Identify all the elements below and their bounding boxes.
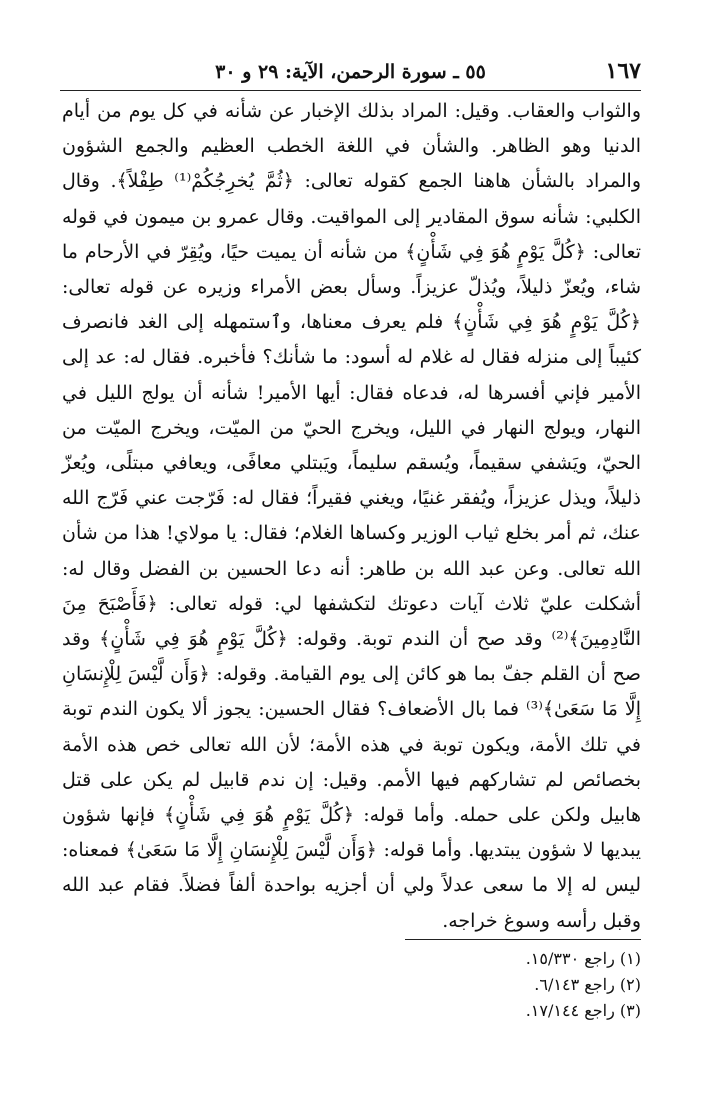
footnote-3: (٣) راجع ١٧/١٤٤. [525,1001,641,1020]
running-title: ٥٥ ـ سورة الرحمن، الآية: ٢٩ و ٣٠ [215,61,486,83]
page-number: ١٦٧ [605,58,641,84]
body-paragraph: والثواب والعقاب. وقيل: المراد بذلك الإخبار عن شأنه في كل يوم من أيام الدنيا وهو الظاهر. والشأن في اللغة الخطب العظيم والجمع الشؤون والمراد بالشأن هاهنا الجمع كقوله تعالى: ﴿ثُمَّ يُخرِجُكُمْ⁽¹⁾ طِفْلاً﴾. وقال الكلبي: شأنه سوق المقادير إلى المواقيت. وقال عمرو بن ميمون في قوله تعالى: ﴿كُلَّ يَوْمٍ هُوَ فِي شَأْنٍ﴾ من شأنه أن يميت حيًا، ويُقِرّ في الأرحام ما شاء، ويُعزّ ذليلاً، ويُذلّ عزيزاً. وسأل بعض الأمراء وزيره عن قوله تعالى: ﴿كُلَّ يَوْمٍ هُوَ فِي شَأْنٍ﴾ فلم يعرف معناها، وٱستمهله إلى الغد فانصرف كئيباً إلى منزله فقال له غلام له أسود: ما شأنك؟ فأخبره. فقال له: عد إلى الأمير فإني أفسرها له، فدعاه فقال: أيها الأمير! شأنه أن يولج الليل في النهار، ويولج النهار في الليل، ويخرج الحيّ من الميّت، ويخرج الميّت من الحيّ، ويَشفي سقيماً، ويُسقم سليماً، ويَبتلي معافًى، ويعافي مبتلًى، ويُعزّ ذليلاً، ويذل عزيزاً، ويُفقر غنيًا، ويغني فقيراً؛ فقال له: فَرّجت عني فَرّج الله عنك، ثم أمر بخلع ثياب الوزير وكساها الغلام؛ فقال: يا مولاي! هذا من شأن الله تعالى. وعن عبد الله بن طاهر: أنه دعا الحسين بن الفضل وقال له: أشكلت عليّ ثلاث آيات دعوتك لتكشفها لي: قوله تعالى: ﴿فَأَصْبَحَ مِنَ النَّادِمِينَ﴾⁽²⁾ وقد صح أن الندم توبة. وقوله: ﴿كُلَّ يَوْمٍ هُوَ فِي شَأْنٍ﴾ وقد صح أن القلم جفّ بما هو كائن إلى يوم القيامة. وقوله: ﴿وَأَن لَّيْسَ لِلْإِنسَانِ إِلَّا مَا سَعَىٰ﴾⁽³⁾ فما بال الأضعاف؟ فقال الحسين: يجوز ألا يكون الندم توبة في تلك الأمة، ويكون توبة في هذه الأمة؛ لأن الله تعالى خص هذه الأمة بخصائص لم تشاركهم فيها الأمم. وقيل: إن ندم قابيل لم يكن على قتل هابيل ولكن على حمله. وأما قوله: ﴿كُلَّ يَوْمٍ هُوَ فِي شَأْنٍ﴾ فإنها شؤون يبديها لا شؤون يبتديها. وأما قوله: ﴿وَأَن لَّيْسَ لِلْإِنسَانِ إِلَّا مَا سَعَىٰ﴾ فمعناه: ليس له إلا ما سعى عدلاً ولي أن أجزيه بواحدة ألفاً فضلاً. فقام عبد الله وقبل رأسه وسوغ خراجه. [62,100,642,932]
footnote-divider [405,939,641,940]
page-header [60,54,641,91]
footnote-1: (١) راجع ١٥/٣٣٠. [525,949,641,968]
main-text [62,94,641,939]
footnotes [62,946,641,1024]
footnote-2: (٢) راجع ٦/١٤٣. [534,975,641,994]
